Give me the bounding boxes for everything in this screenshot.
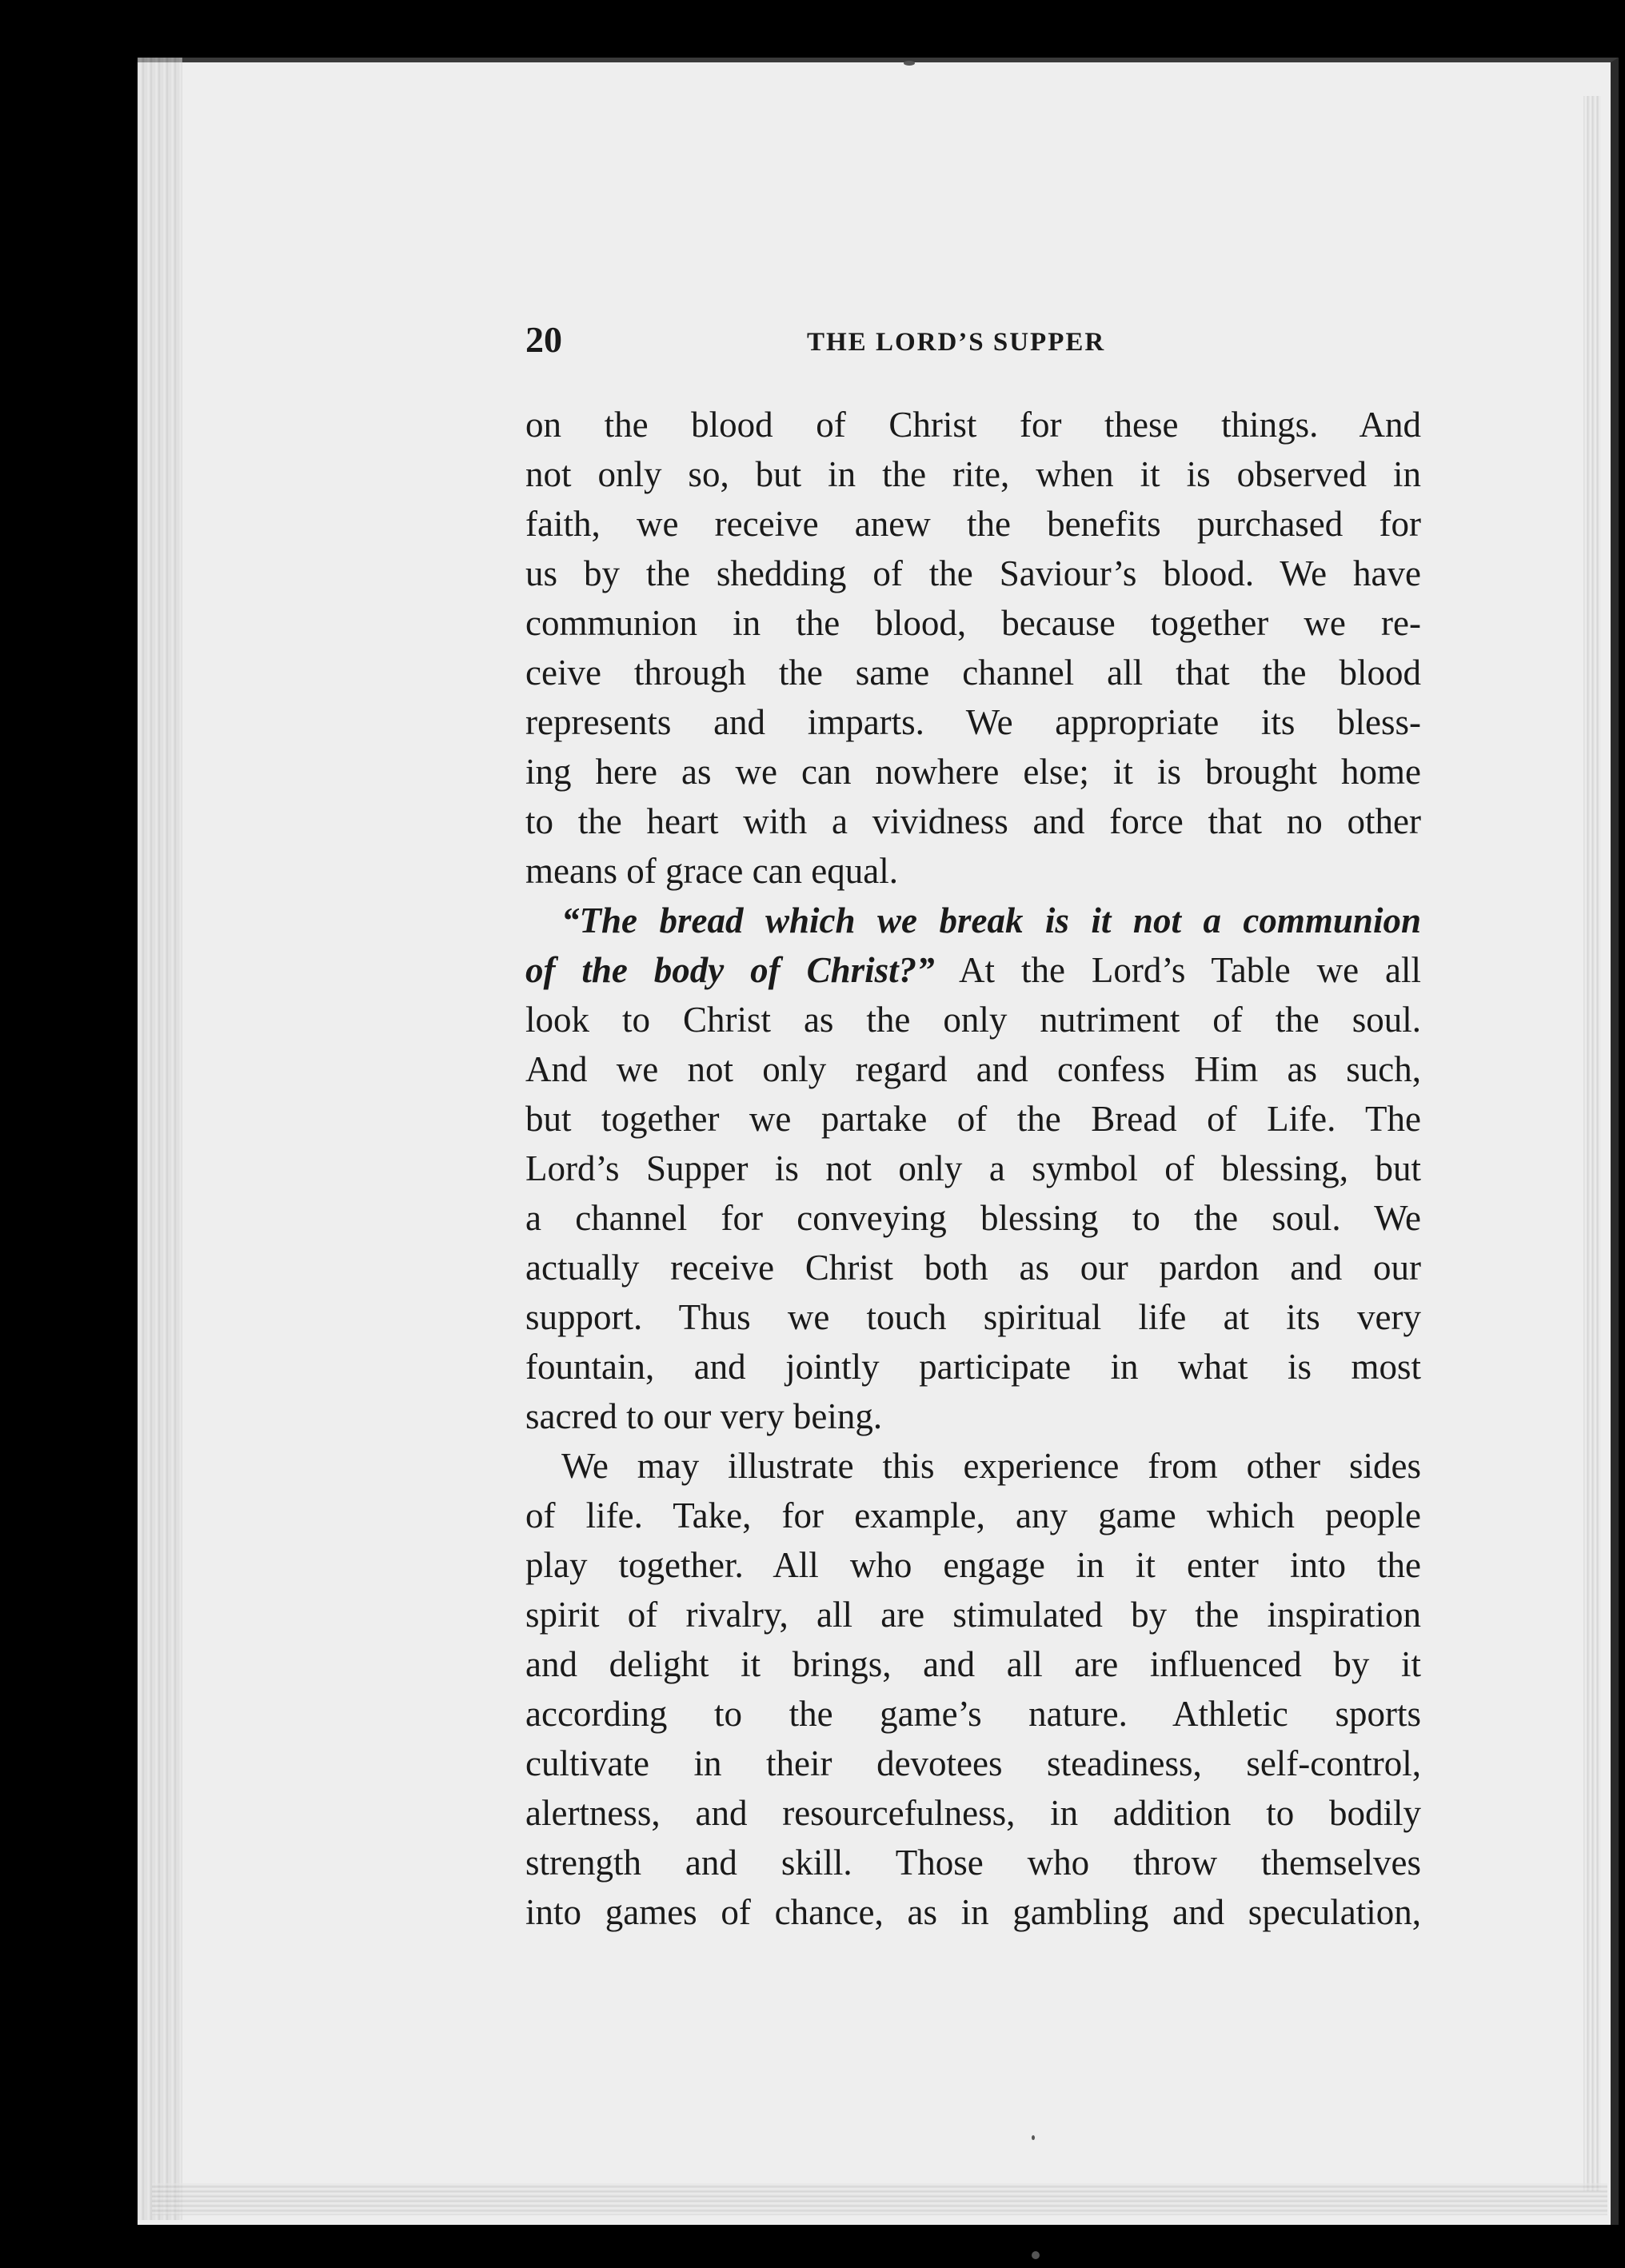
text-line: alertness, and resourcefulness, in addition to bodily xyxy=(525,1793,1421,1833)
body-text xyxy=(525,400,1421,1937)
text-line: Lord’s Supper is not only a symbol of blessing, but xyxy=(525,1148,1421,1188)
text-line: strength and skill. Those who throw themselves xyxy=(525,1843,1421,1883)
text-line: support. Thus we touch spiritual life at its very xyxy=(525,1297,1421,1337)
text-line: a channel for conveying blessing to the soul. We xyxy=(525,1198,1421,1238)
text-line: look to Christ as the only nutriment of the soul. xyxy=(525,1000,1421,1040)
text-line: to the heart with a vividness and force that no other xyxy=(525,801,1421,841)
text-line: but together we partake of the Bread of Life. The xyxy=(525,1099,1421,1139)
paragraph-2 xyxy=(525,896,1421,1441)
text-line: of life. Take, for example, any game which people xyxy=(525,1495,1421,1535)
text-line: communion in the blood, because together we re- xyxy=(525,603,1421,643)
text-line: according to the game’s nature. Athletic sports xyxy=(525,1694,1421,1734)
text-line: and delight it brings, and all are influenced by it xyxy=(525,1644,1421,1684)
scripture-quote-line: “The bread which we break is it not a communion xyxy=(561,900,1421,940)
scan-speck xyxy=(1032,2251,1040,2259)
text-fragment: At the Lord’s Table we all xyxy=(934,950,1421,990)
text-line: spirit of rivalry, all are stimulated by the inspiration xyxy=(525,1595,1421,1635)
scan-speck xyxy=(1032,2135,1035,2140)
text-line: us by the shedding of the Saviour’s blood. We have xyxy=(525,553,1421,593)
paragraph-3 xyxy=(525,1441,1421,1937)
text-line: sacred to our very being. xyxy=(525,1396,883,1436)
text-line: We may illustrate this experience from other sides xyxy=(561,1446,1421,1486)
text-line: not only so, but in the rite, when it is observed in xyxy=(525,454,1421,494)
running-head xyxy=(525,318,1421,366)
scan-speck xyxy=(904,61,915,66)
page-binding-edge xyxy=(138,58,182,2220)
text-line: actually receive Christ both as our pardon and our xyxy=(525,1248,1421,1288)
text-line: ing here as we can nowhere else; it is brought home xyxy=(525,752,1421,792)
text-line: ceive through the same channel all that the blood xyxy=(525,653,1421,693)
paragraph-1 xyxy=(525,400,1421,896)
text-line: faith, we receive anew the benefits purchased for xyxy=(525,504,1421,544)
text-line: And we not only regard and confess Him as such, xyxy=(525,1049,1421,1089)
text-line: fountain, and jointly participate in what is most xyxy=(525,1347,1421,1387)
page-bottom-edge xyxy=(152,2183,1607,2215)
text-line: means of grace can equal. xyxy=(525,851,898,891)
text-line: represents and imparts. We appropriate its bless- xyxy=(525,702,1421,742)
text-line xyxy=(525,945,1421,995)
page-number: 20 xyxy=(525,319,562,360)
page-right-edge xyxy=(1583,96,1601,2191)
scripture-quote-end: of the body of Christ?” xyxy=(525,950,935,990)
text-line: on the blood of Christ for these things. And xyxy=(525,405,1421,445)
running-title: THE LORD’S SUPPER xyxy=(807,328,1106,357)
text-line: into games of chance, as in gambling and speculation, xyxy=(525,1892,1421,1932)
text-line: play together. All who engage in it enter into the xyxy=(525,1545,1421,1585)
text-line: cultivate in their devotees steadiness, self-control, xyxy=(525,1743,1421,1783)
